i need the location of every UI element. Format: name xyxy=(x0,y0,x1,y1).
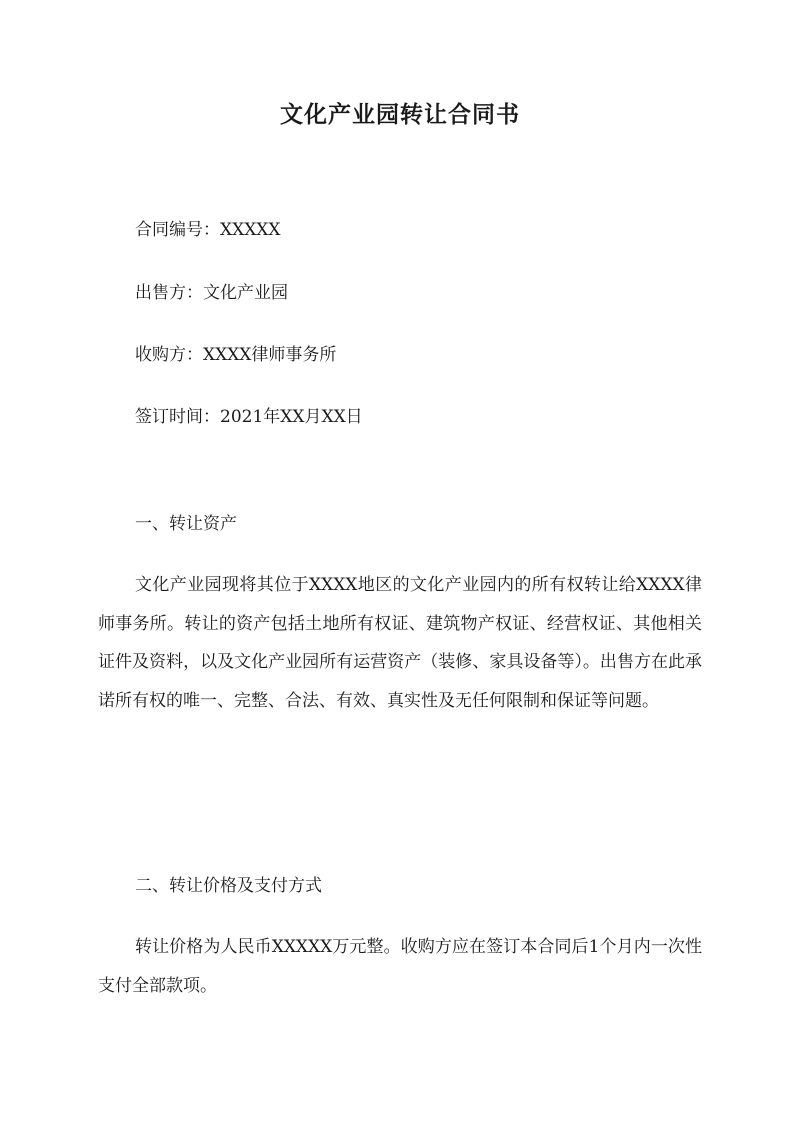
document-title: 文化产业园转让合同书 xyxy=(280,101,520,128)
contract-number: 合同编号：XXXXX xyxy=(135,220,281,240)
signing-time-line: 签订时间：2021年XX月XX日 xyxy=(135,407,363,427)
seller-line: 出售方：文化产业园 xyxy=(135,283,288,303)
section-heading-price-payment: 二、转让价格及支付方式 xyxy=(135,876,322,896)
section-body-transfer-assets: 文化产业园现将其位于XXXX地区的文化产业园内的所有权转让给XXXX律师事务所。转让的资产包括土地所有权证、建筑物产权证、经营权证、其他相关证件及资料，以及文化产业园所有运营资产（装修、家具设备等）。出售方在此承诺所有权的唯一、完整、合法、有效、真实性及无任何限制和保证等问题。 xyxy=(98,575,702,711)
section-heading-transfer-assets: 一、转让资产 xyxy=(135,514,237,534)
section-body-price-payment: 转让价格为人民币XXXXX万元整。收购方应在签订本合同后1个月内一次性支付全部款项。 xyxy=(98,937,702,996)
buyer-line: 收购方：XXXX律师事务所 xyxy=(135,345,337,365)
